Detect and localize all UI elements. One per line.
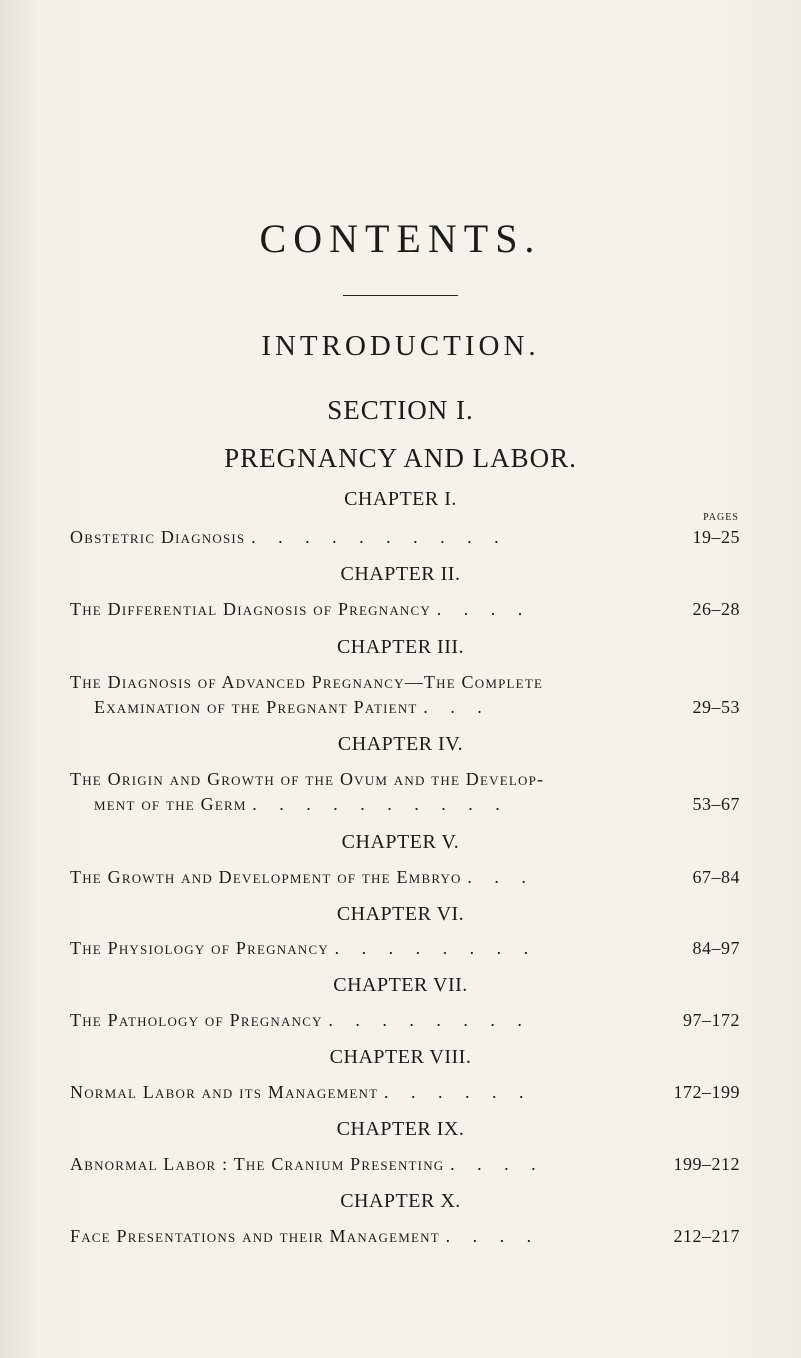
toc-entry-title: The Differential Diagnosis of Pregnancy . . . .	[70, 599, 532, 619]
toc-entry-pages: 19–25	[692, 527, 740, 547]
title-divider	[343, 295, 458, 296]
toc-entry-pages: 212–217	[673, 1226, 740, 1246]
toc-entry-pages: 84–97	[692, 938, 740, 958]
toc-entry-pages: 67–84	[692, 867, 740, 887]
contents-title: CONTENTS.	[259, 216, 542, 261]
toc-entry-title-continued: Examination of the Pregnant Patient . . .	[94, 697, 491, 717]
chapter-heading: CHAPTER IV.	[337, 733, 464, 755]
chapter-heading: CHAPTER VIII.	[329, 1046, 472, 1068]
section-heading: SECTION I.	[327, 395, 474, 425]
toc-entry-title: Normal Labor and its Management . . . . . .	[70, 1082, 533, 1102]
part-title: PREGNANCY AND LABOR.	[224, 443, 577, 473]
toc-entry-title-continued: ment of the Germ . . . . . . . . . .	[94, 794, 509, 814]
toc-entry-title: The Physiology of Pregnancy . . . . . . . .	[70, 938, 538, 958]
toc-entry-title: Abnormal Labor : The Cranium Presenting . . . .	[70, 1154, 545, 1174]
toc-entry-title: The Pathology of Pregnancy . . . . . . . .	[70, 1010, 531, 1030]
toc-entry-pages: 53–67	[692, 794, 740, 814]
toc-entry-pages: 97–172	[683, 1010, 740, 1030]
pages-column-header: PAGES	[703, 512, 739, 523]
toc-entry-pages: 29–53	[692, 697, 740, 717]
chapter-heading: CHAPTER IX.	[336, 1118, 465, 1140]
chapter-heading: CHAPTER X.	[340, 1190, 461, 1212]
chapter-heading: CHAPTER VII.	[333, 974, 468, 996]
toc-entry-title: The Diagnosis of Advanced Pregnancy—The Complete	[70, 672, 544, 692]
toc-entry-title: The Growth and Development of the Embryo . . .	[70, 867, 535, 887]
toc-entry-pages: 199–212	[673, 1154, 740, 1174]
chapter-heading: CHAPTER II.	[340, 563, 461, 585]
toc-entry-title: The Origin and Growth of the Ovum and the Develop-	[70, 769, 545, 789]
introduction-heading: INTRODUCTION.	[261, 330, 540, 362]
toc-entry-pages: 26–28	[692, 599, 740, 619]
toc-entry-pages: 172–199	[673, 1082, 740, 1102]
chapter-heading: CHAPTER V.	[341, 831, 460, 853]
toc-entry-title: Obstetric Diagnosis . . . . . . . . . .	[70, 527, 508, 547]
chapter-heading: CHAPTER VI.	[336, 903, 465, 925]
chapter-heading: CHAPTER III.	[336, 636, 465, 658]
toc-entry-title: Face Presentations and their Management . . . .	[70, 1226, 541, 1246]
chapter-heading: CHAPTER I.	[344, 488, 457, 510]
